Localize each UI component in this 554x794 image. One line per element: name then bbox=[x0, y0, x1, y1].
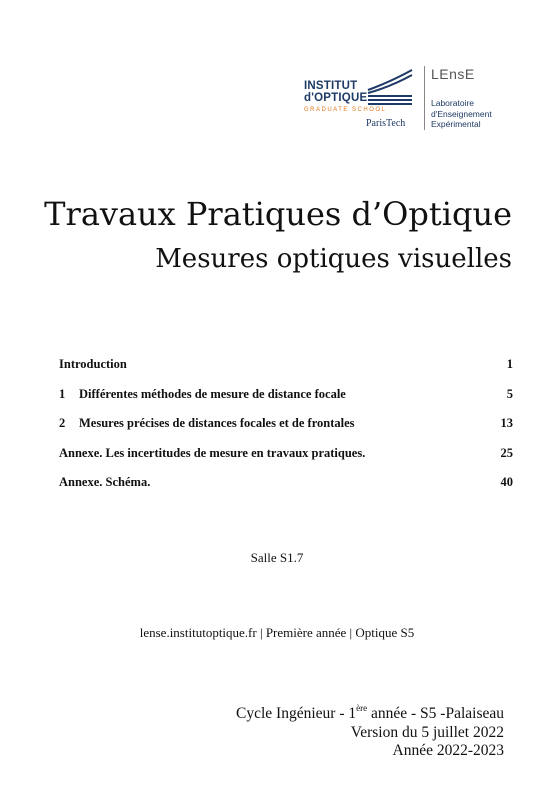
document-info bbox=[236, 699, 504, 761]
toc-title: Mesures précises de distances focales et de frontales bbox=[79, 416, 355, 430]
toc-row[interactable] bbox=[59, 475, 513, 505]
toc-page-number: 25 bbox=[500, 445, 513, 460]
room-label: Salle S1.7 bbox=[250, 550, 304, 565]
lab-line1: Laboratoire bbox=[431, 98, 475, 108]
institut-optique-logo-lines bbox=[366, 66, 414, 108]
toc-chapter-number: 1 bbox=[59, 386, 66, 401]
toc-row[interactable] bbox=[59, 446, 513, 476]
cycle-suffix: année - S5 -Palaiseau bbox=[367, 705, 504, 722]
toc-label bbox=[59, 387, 346, 402]
toc-row[interactable] bbox=[59, 416, 513, 446]
lab-line2: d'Enseignement bbox=[431, 108, 492, 119]
toc-row[interactable] bbox=[59, 387, 513, 417]
toc-page-number: 13 bbox=[500, 416, 513, 430]
document-subtitle: Mesures optiques visuelles bbox=[155, 244, 512, 274]
toc-label bbox=[59, 475, 150, 490]
toc-chapter-number: 2 bbox=[59, 416, 66, 430]
toc-label bbox=[59, 357, 127, 372]
document-title: Travaux Pratiques d’Optique bbox=[44, 195, 512, 233]
paristech-label: ParisTech bbox=[366, 118, 406, 129]
graduate-school-label: GRADUATE SCHOOL bbox=[304, 107, 387, 113]
logo-header bbox=[300, 64, 510, 134]
institut-optique-wordmark bbox=[304, 80, 367, 104]
institut-line1: INSTITUT bbox=[304, 80, 358, 92]
year-line: Année 2022-2023 bbox=[392, 742, 504, 759]
version-line: Version du 5 juillet 2022 bbox=[350, 723, 504, 741]
toc-label bbox=[59, 416, 355, 431]
lab-line3: Expérimental bbox=[431, 119, 481, 129]
institut-line2: d'OPTIQUE bbox=[304, 92, 368, 104]
logo-divider bbox=[424, 66, 425, 130]
toc-title: Annexe. Les incertitudes de mesure en travaux pratiques. bbox=[59, 445, 366, 460]
toc-title: Différentes méthodes de mesure de distance focale bbox=[79, 386, 346, 401]
toc-label bbox=[59, 446, 365, 461]
toc-page-number: 1 bbox=[506, 357, 513, 371]
cycle-line bbox=[236, 699, 504, 724]
toc-page-number: 40 bbox=[500, 475, 513, 489]
cycle-prefix: Cycle Ingénieur - 1 bbox=[236, 705, 357, 722]
course-info-line: lense.institutoptique.fr | Première année | Optique S5 bbox=[139, 625, 415, 640]
toc-row[interactable] bbox=[59, 357, 513, 387]
table-of-contents bbox=[59, 357, 513, 505]
toc-title: Annexe. Schéma. bbox=[59, 475, 151, 489]
lense-subtitle bbox=[431, 98, 492, 130]
toc-title: Introduction bbox=[59, 357, 127, 371]
cycle-superscript: ère bbox=[356, 703, 368, 713]
lense-wordmark: LEnsE bbox=[431, 66, 475, 82]
toc-page-number: 5 bbox=[506, 386, 513, 401]
